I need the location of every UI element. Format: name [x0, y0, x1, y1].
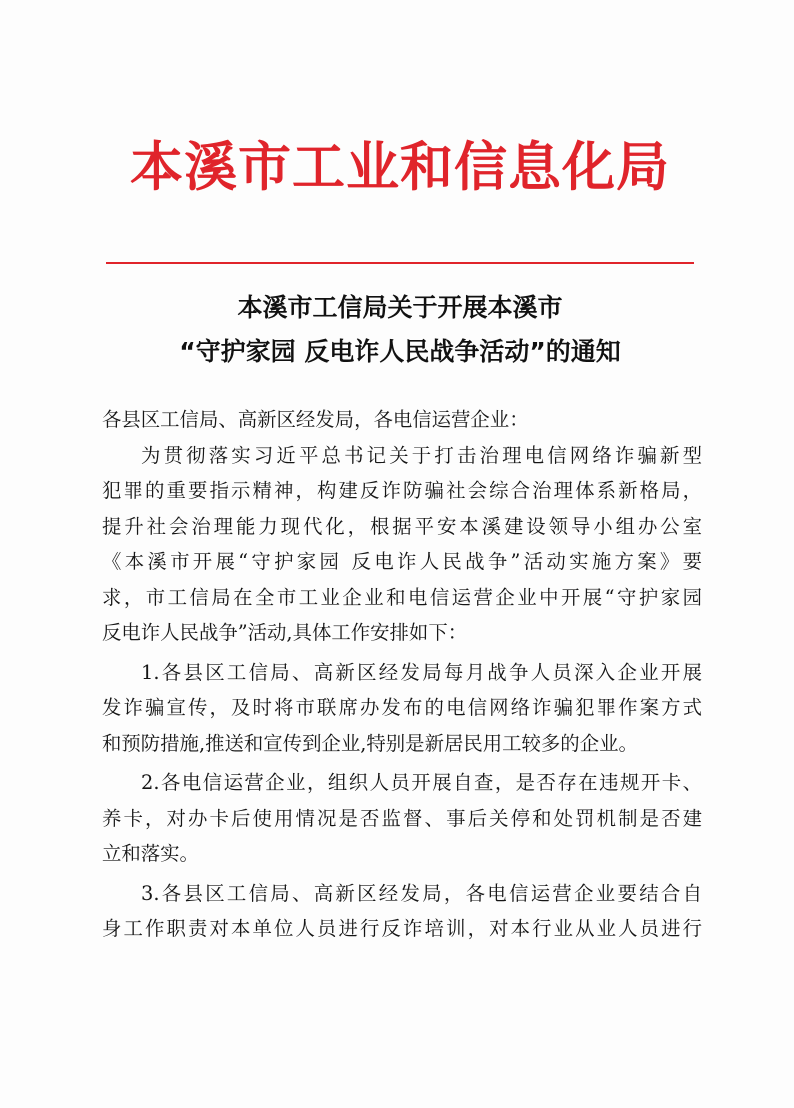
paragraph-line: 提升社会治理能力现代化，根据平安本溪建设领导小组办公室 — [102, 514, 702, 538]
document-body — [102, 402, 702, 947]
paragraph-line: 立和落实。 — [102, 842, 199, 865]
paragraph-line: 3.各县区工信局、高新区经发局，各电信运营企业要结合自 — [141, 881, 702, 905]
paragraph-line: 反电诈人民战争”活动,具体工作安排如下： — [102, 621, 468, 644]
item-1-paragraph — [102, 655, 702, 762]
paragraph-line: 养卡，对办卡后使用情况是否监督、事后关停和处罚机制是否建 — [102, 806, 702, 830]
letterhead-divider — [106, 262, 694, 264]
salutation: 各县区工信局、高新区经发局，各电信运营企业： — [102, 408, 529, 431]
paragraph-line: 犯罪的重要指示精神，构建反诈防骗社会综合治理体系新格局， — [102, 479, 702, 502]
paragraph-line: 1.各县区工信局、高新区经发局每月战争人员深入企业开展 — [141, 660, 702, 684]
item-2-paragraph — [102, 765, 702, 872]
intro-paragraph — [102, 438, 702, 651]
title-line-1: 本溪市工信局关于开展本溪市 — [237, 293, 563, 322]
item-3-paragraph — [102, 876, 702, 947]
document-title — [100, 286, 700, 374]
paragraph-line: 2.各电信运营企业，组织人员开展自查，是否存在违规开卡、 — [141, 771, 702, 794]
paragraph-line: 和预防措施,推送和宣传到企业,特别是新居民用工较多的企业。 — [102, 731, 638, 755]
paragraph-line: 为贯彻落实习近平总书记关于打击治理电信网络诈骗新型 — [141, 443, 702, 467]
paragraph-line: 发诈骗宣传，及时将市联席办发布的电信网络诈骗犯罪作案方式 — [102, 696, 702, 719]
organization-letterhead: 本溪市工业和信息化局 — [130, 137, 670, 198]
paragraph-line: 《本溪市开展“守护家园 反电诈人民战争”活动实施方案》要 — [102, 550, 702, 573]
title-line-2: “守护家园 反电诈人民战争活动”的通知 — [179, 337, 621, 366]
paragraph-line: 求，市工信局在全市工业企业和电信运营企业中开展“守护家园 — [102, 585, 702, 609]
paragraph-line: 身工作职责对本单位人员进行反诈培训，对本行业从业人员进行 — [102, 917, 702, 940]
